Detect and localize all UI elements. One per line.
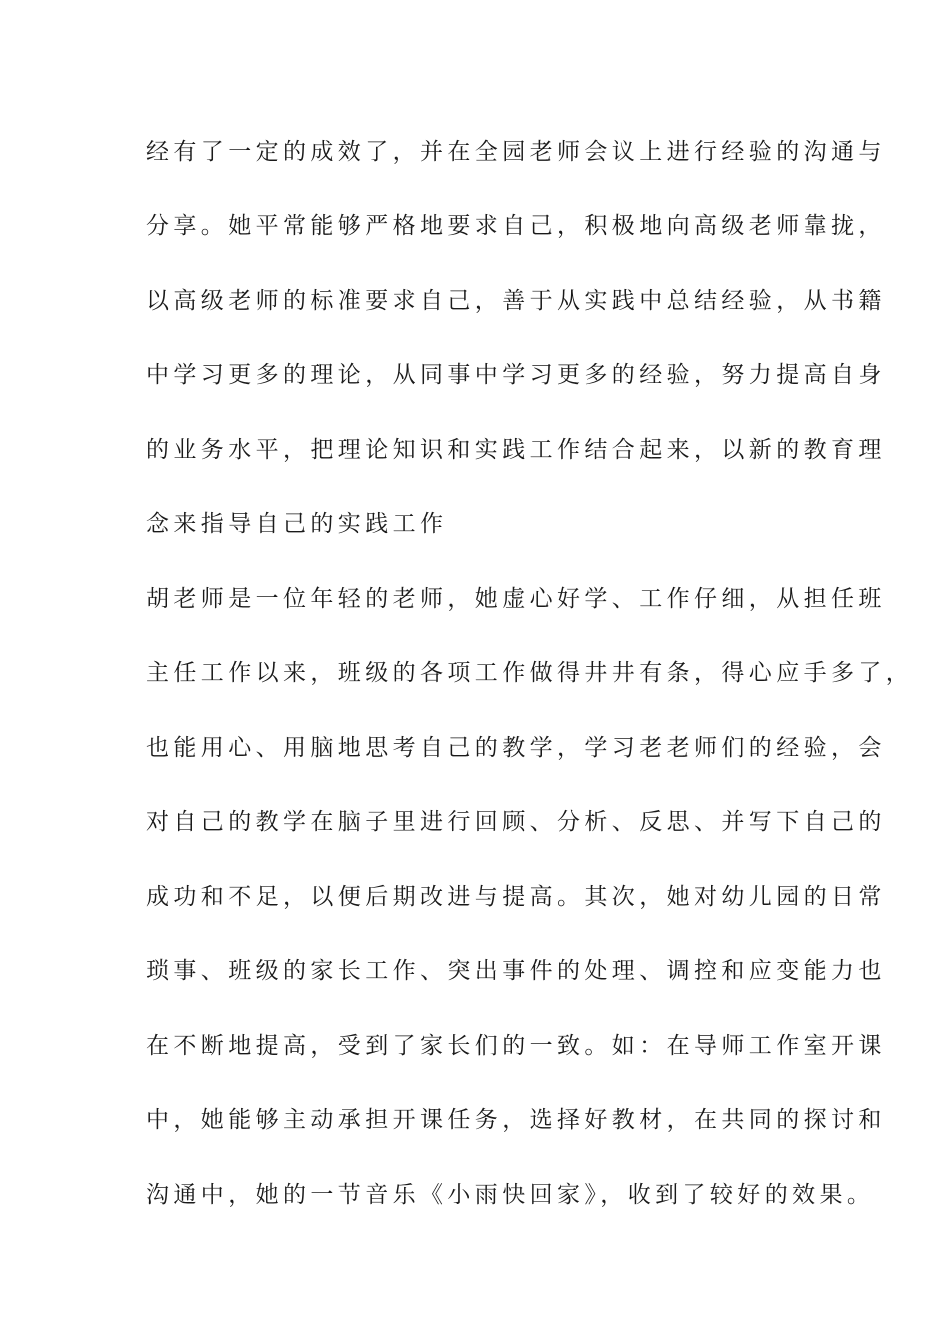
paragraph-2-line-4: 对自己的教学在脑子里进行回顾、分析、反思、并写下自己的 [146, 809, 886, 835]
paragraph-1-line-3: 以高级老师的标准要求自己，善于从实践中总结经验，从书籍 [146, 288, 886, 314]
paragraph-2-line-7: 在不断地提高，受到了家长们的一致。如：在导师工作室开课 [146, 1033, 886, 1059]
paragraph-1-line-1: 经有了一定的成效了，并在全园老师会议上进行经验的沟通与 [146, 139, 886, 165]
paragraph-2-line-5: 成功和不足，以便后期改进与提高。其次，她对幼儿园的日常 [146, 884, 886, 910]
paragraph-1-line-2: 分享。她平常能够严格地要求自己，积极地向高级老师靠拢， [146, 213, 886, 239]
paragraph-1-line-4: 中学习更多的理论，从同事中学习更多的经验，努力提高自身 [146, 362, 886, 388]
paragraph-2-line-3: 也能用心、用脑地思考自己的教学，学习老老师们的经验，会 [146, 735, 886, 761]
paragraph-2-line-9: 沟通中，她的一节音乐《小雨快回家》，收到了较好的效果。 [146, 1182, 875, 1208]
paragraph-2-line-6: 琐事、班级的家长工作、突出事件的处理、调控和应变能力也 [146, 958, 886, 984]
paragraph-1-line-6: 念来指导自己的实践工作 [146, 511, 448, 537]
paragraph-2-line-1: 胡老师是一位年轻的老师，她虚心好学、工作仔细，从担任班 [146, 586, 886, 612]
paragraph-2-line-2: 主任工作以来，班级的各项工作做得井井有条，得心应手多了， [146, 660, 914, 686]
paragraph-2-line-8: 中，她能够主动承担开课任务，选择好教材，在共同的探讨和 [146, 1107, 886, 1133]
paragraph-1-line-5: 的业务水平，把理论知识和实践工作结合起来，以新的教育理 [146, 437, 886, 463]
